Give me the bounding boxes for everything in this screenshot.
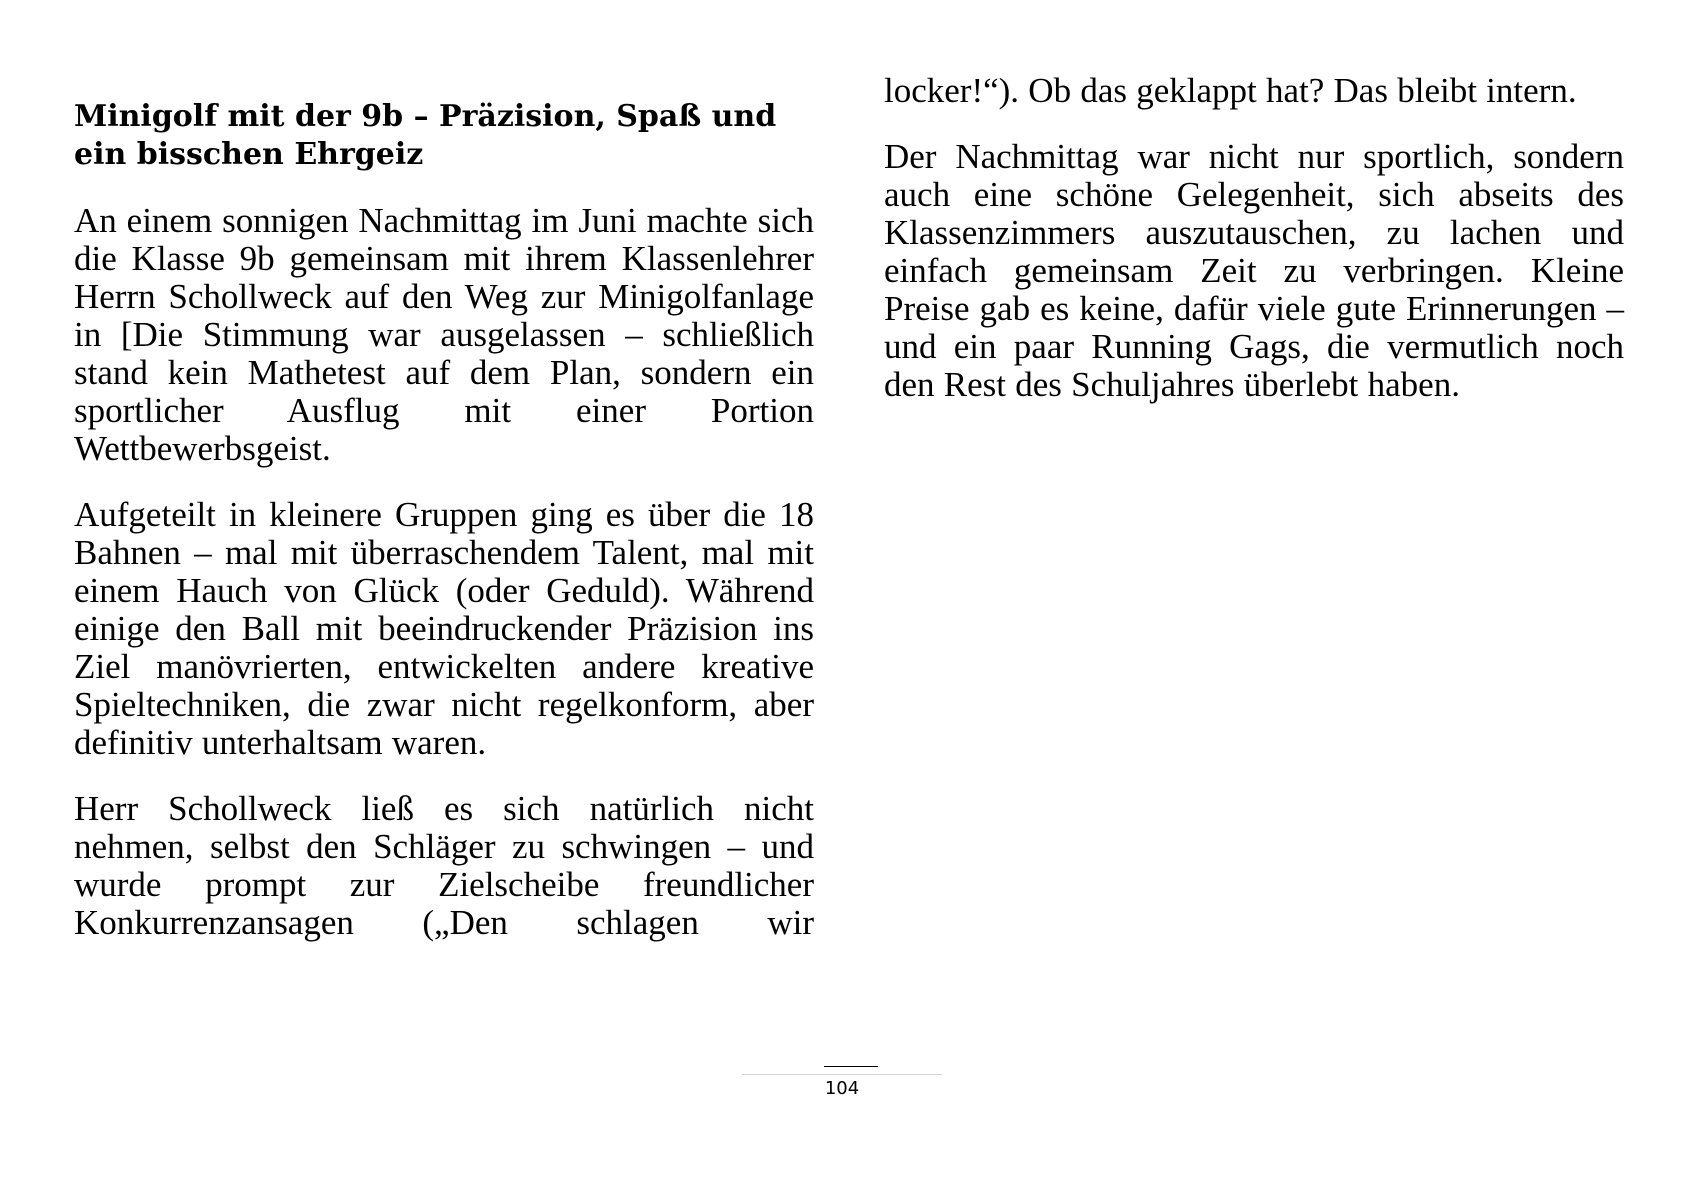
paragraph-conclusion: Der Nachmittag war nicht nur sportlich, sondern auch eine schöne Gelegenheit, sich abseits des Klassenzimmers auszutauschen, zu lachen und einfach gemeinsam Zeit zu verbringen. Kleine Preise gab es keine, dafür viele gute Erinnerungen – und ein paar Running Gags, die vermutlich noch den Rest des Schuljahres überlebt haben.	[884, 137, 1624, 404]
paragraph-teacher: Herr Schollweck ließ es sich natürlich nicht nehmen, selbst den Schläger zu schwingen – und wurde prompt zur Zielscheibe freundlicher Konkurrenzansagen („Den schlagen wir	[74, 789, 814, 942]
paragraph-continuation: locker!“). Ob das geklappt hat? Das bleibt intern.	[884, 71, 1577, 110]
page-number: 104	[824, 1078, 860, 1099]
article-title: Minigolf mit der 9b – Präzision, Spaß und ein bisschen Ehrgeiz	[74, 99, 777, 172]
left-column	[74, 98, 814, 970]
paragraph-groups: Aufgeteilt in kleinere Gruppen ging es über die 18 Bahnen – mal mit überraschendem Talent, mal mit einem Hauch von Glück (oder Geduld). Während einige den Ball mit beeindruckender Präzision ins Ziel manövrierten, entwickelten andere kreative Spieltechniken, die zwar nicht regelkonform, aber definitiv unterhaltsam waren.	[74, 495, 814, 762]
paragraph-intro: An einem sonnigen Nachmittag im Juni machte sich die Klasse 9b gemeinsam mit ihrem Klassenlehrer Herrn Schollweck auf den Weg zur Minigolfanlage in [Die Stimmung war ausgelassen – schließlich stand kein Mathetest auf dem Plan, sondern ein sportlicher Ausflug mit einer Portion Wettbewerbsgeist.	[74, 201, 814, 468]
right-column	[884, 72, 1624, 432]
footer-divider-short	[824, 1066, 878, 1067]
footer-divider-long	[742, 1074, 942, 1075]
